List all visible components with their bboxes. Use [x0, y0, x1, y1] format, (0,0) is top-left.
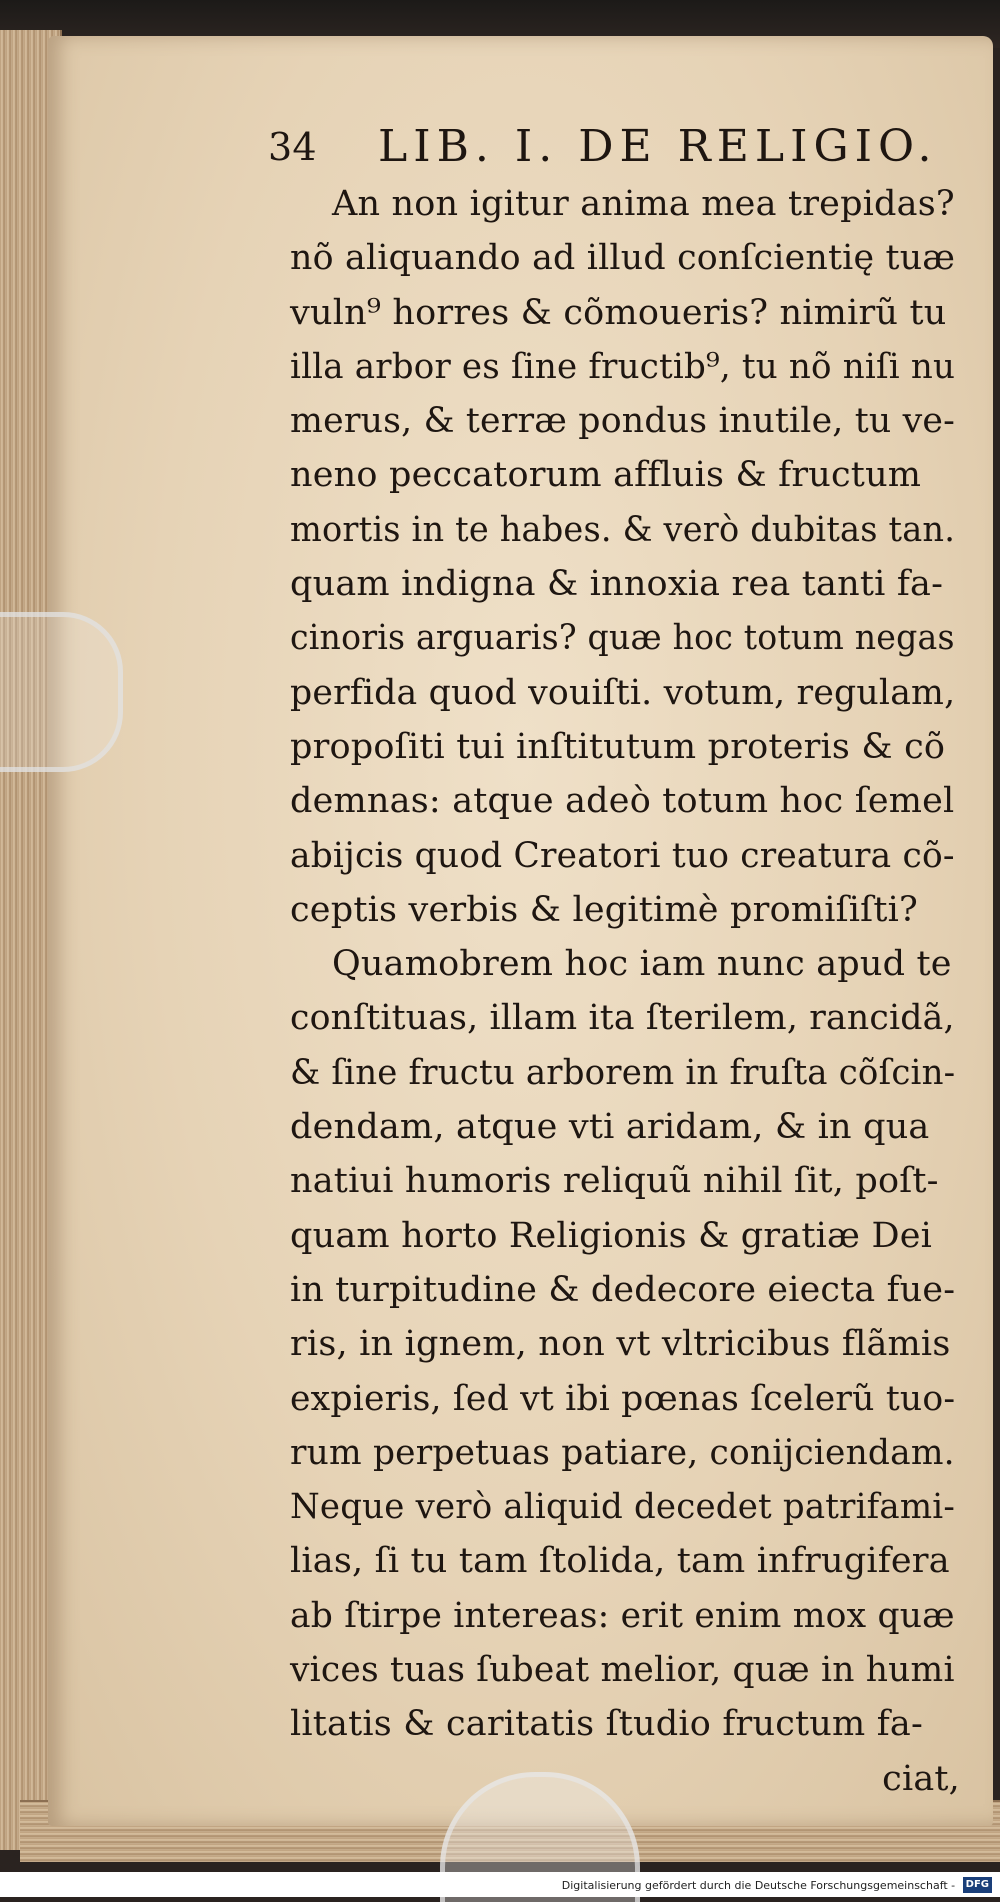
text-line: merus, & terræ pondus inutile, tu ve-: [290, 401, 956, 442]
text-line: natiui humoris reliquũ nihil ſit, poſt-: [290, 1161, 939, 1202]
text-line: ceptis verbis & legitimè promiſiſti?: [290, 889, 918, 930]
text-line: rum perpetuas patiare, conijciendam.: [290, 1432, 955, 1473]
footer-credit: Digitalisierung gefördert durch die Deutsche Forschungsgemeinschaft -: [561, 1878, 956, 1892]
text-line: ab ſtirpe intereas: erit enim mox quæ: [290, 1595, 955, 1636]
text-line: conſtituas, illam ita ſterilem, rancidã,: [290, 998, 955, 1039]
text-line: litatis & caritatis ſtudio fructum fa-: [290, 1704, 923, 1745]
text-line: in turpitudine & dedecore eiecta fue-: [290, 1269, 956, 1310]
running-head: LIB. I. DE RELIGIO.: [378, 121, 938, 172]
text-line: & ſine fructu arborem in fruſta cõſcin-: [290, 1052, 956, 1093]
text-line: cinoris arguaris? quæ hoc totum negas: [290, 618, 955, 659]
text-line: ris, in ignem, non vt vltricibus flãmis: [290, 1324, 951, 1365]
text-line: vices tuas ſubeat melior, quæ in humi: [290, 1650, 955, 1691]
text-line: propoſiti tui inſtitutum proteris & cõ: [290, 726, 946, 767]
text-line: perfida quod vouiſti. votum, regulam,: [290, 672, 956, 713]
text-line: Quamobrem hoc iam nunc apud te: [332, 944, 952, 985]
catchword: ciat,: [882, 1758, 960, 1799]
text-line: demnas: atque adeò totum hoc ſemel: [290, 781, 955, 822]
page-number: 34: [268, 125, 317, 169]
text-line: nõ aliquando ad illud conſcientię tuæ: [290, 238, 956, 279]
text-line: Neque verò aliquid decedet patrifami-: [290, 1487, 956, 1528]
page-clip-left: [0, 612, 123, 772]
text-line: lias, ſi tu tam ſtolida, tam infrugifera: [290, 1541, 950, 1582]
text-line: abijcis quod Creatori tuo creatura cõ-: [290, 835, 955, 876]
dfg-logo: DFG: [963, 1877, 992, 1893]
text-lines: [290, 177, 970, 1752]
text-line: quam indigna & innoxia rea tanti fa-: [290, 564, 944, 605]
text-line: illa arbor es ſine fructib⁹, tu nõ niſi nu: [290, 346, 956, 387]
text-line: An non igitur anima mea trepidas?: [332, 184, 955, 224]
text-line: mortis in te habes. & verò dubitas tan.: [290, 509, 956, 550]
text-line: expieris, ſed vt ibi pœnas ſcelerũ tuo-: [290, 1378, 956, 1419]
text-line: dendam, atque vti aridam, & in qua: [290, 1107, 930, 1148]
text-line: vuln⁹ horres & cõmoueris? nimirũ tu: [290, 292, 947, 333]
text-line: quam horto Religionis & gratiæ Dei: [290, 1215, 933, 1256]
page-header: [268, 115, 970, 177]
page-text-block: [268, 115, 970, 1806]
text-line: neno peccatorum affluis & fructum: [290, 455, 922, 496]
digitization-footer: [0, 1872, 1000, 1897]
